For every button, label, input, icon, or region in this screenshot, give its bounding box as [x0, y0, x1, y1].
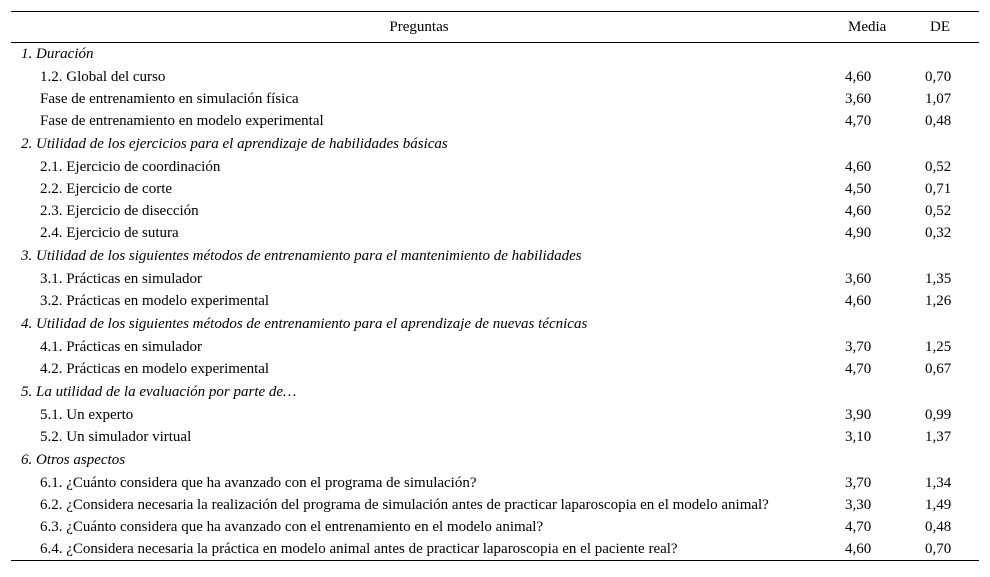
- section-title: 3. Utilidad de los siguientes métodos de entrenamiento para el mantenimiento de habilidades: [21, 248, 582, 264]
- media-value: 3,90: [845, 407, 872, 423]
- media-value: 4,50: [845, 181, 872, 197]
- de-value: 0,70: [925, 69, 952, 85]
- header-preguntas: Preguntas: [11, 12, 827, 43]
- media-value: 3,30: [845, 497, 872, 513]
- question-label: 2.4. Ejercicio de sutura: [40, 225, 179, 241]
- section-title: 6. Otros aspectos: [21, 452, 126, 468]
- question-label: 6.3. ¿Cuánto considera que ha avanzado con el entrenamiento en el modelo animal?: [40, 519, 544, 535]
- header-media: Media: [827, 12, 903, 43]
- question-label: 5.2. Un simulador virtual: [40, 429, 192, 445]
- media-value: 4,60: [845, 203, 872, 219]
- table-row: [11, 427, 979, 449]
- media-value: 3,70: [845, 339, 872, 355]
- table-row: [11, 539, 979, 561]
- de-value: 1,35: [925, 271, 952, 287]
- table-row: [11, 157, 979, 179]
- table-row: [11, 359, 979, 381]
- de-value: 1,49: [925, 497, 952, 513]
- de-value: 0,99: [925, 407, 952, 423]
- question-label: 3.1. Prácticas en simulador: [40, 271, 203, 287]
- de-value: 1,07: [925, 91, 952, 107]
- question-label: 6.1. ¿Cuánto considera que ha avanzado con el programa de simulación?: [40, 475, 477, 491]
- table-body: [11, 43, 979, 561]
- table-row: [11, 179, 979, 201]
- question-label: 4.2. Prácticas en modelo experimental: [40, 361, 270, 377]
- de-value: 0,71: [925, 181, 952, 197]
- question-label: 6.2. ¿Considera necesaria la realización del programa de simulación antes de practicar laparoscopia en el modelo animal?: [40, 497, 769, 513]
- table-row: [11, 89, 979, 111]
- header-row: [11, 12, 979, 43]
- de-value: 1,26: [925, 293, 952, 309]
- media-value: 4,70: [845, 113, 872, 129]
- table-header: [11, 12, 979, 43]
- table-row: [11, 111, 979, 133]
- section-title: 2. Utilidad de los ejercicios para el aprendizaje de habilidades básicas: [21, 136, 448, 152]
- media-value: 3,10: [845, 429, 872, 445]
- de-value: 0,67: [925, 361, 952, 377]
- table-row: [11, 67, 979, 89]
- section-title: 1. Duración: [21, 46, 94, 63]
- media-value: 4,90: [845, 225, 872, 241]
- question-label: 1.2. Global del curso: [40, 69, 166, 85]
- media-value: 4,60: [845, 159, 872, 175]
- de-value: 1,34: [925, 475, 952, 491]
- de-value: 0,32: [925, 225, 952, 241]
- question-label: Fase de entrenamiento en modelo experimental: [40, 113, 324, 129]
- de-value: 0,52: [925, 159, 952, 175]
- section-row: [11, 313, 979, 337]
- survey-results-table: [11, 11, 979, 561]
- table-row: [11, 291, 979, 313]
- table-row: [11, 223, 979, 245]
- media-value: 3,70: [845, 475, 872, 491]
- media-value: 3,60: [845, 91, 872, 107]
- table-row: [11, 473, 979, 495]
- media-value: 4,60: [845, 69, 872, 85]
- question-label: 4.1. Prácticas en simulador: [40, 339, 203, 355]
- question-label: 2.1. Ejercicio de coordinación: [40, 159, 221, 175]
- table-row: [11, 495, 979, 517]
- section-row: [11, 133, 979, 157]
- de-value: 0,70: [925, 540, 952, 557]
- de-value: 0,52: [925, 203, 952, 219]
- question-label: 2.3. Ejercicio de disección: [40, 203, 199, 219]
- section-row: [11, 449, 979, 473]
- header-de: DE: [903, 12, 979, 43]
- survey-results-table-container: [11, 11, 979, 561]
- de-value: 1,37: [925, 429, 952, 445]
- de-value: 0,48: [925, 519, 952, 535]
- question-label: 2.2. Ejercicio de corte: [40, 181, 173, 197]
- table-row: [11, 405, 979, 427]
- media-value: 3,60: [845, 271, 872, 287]
- question-label: Fase de entrenamiento en simulación física: [40, 91, 299, 107]
- section-title: 5. La utilidad de la evaluación por parte de…: [21, 384, 297, 400]
- media-value: 4,60: [845, 293, 872, 309]
- section-row: [11, 245, 979, 269]
- media-value: 4,70: [845, 361, 872, 377]
- table-row: [11, 201, 979, 223]
- media-value: 4,70: [845, 519, 872, 535]
- media-value: 4,60: [845, 540, 872, 557]
- question-label: 3.2. Prácticas en modelo experimental: [40, 293, 270, 309]
- table-row: [11, 517, 979, 539]
- question-label: 6.4. ¿Considera necesaria la práctica en modelo animal antes de practicar laparoscopia en el paciente real?: [40, 540, 678, 557]
- table-row: [11, 269, 979, 291]
- table-row: [11, 337, 979, 359]
- section-row: [11, 381, 979, 405]
- section-title: 4. Utilidad de los siguientes métodos de entrenamiento para el aprendizaje de nuevas técnicas: [21, 316, 588, 332]
- de-value: 1,25: [925, 339, 952, 355]
- section-row: [11, 43, 979, 67]
- de-value: 0,48: [925, 113, 952, 129]
- question-label: 5.1. Un experto: [40, 407, 134, 423]
